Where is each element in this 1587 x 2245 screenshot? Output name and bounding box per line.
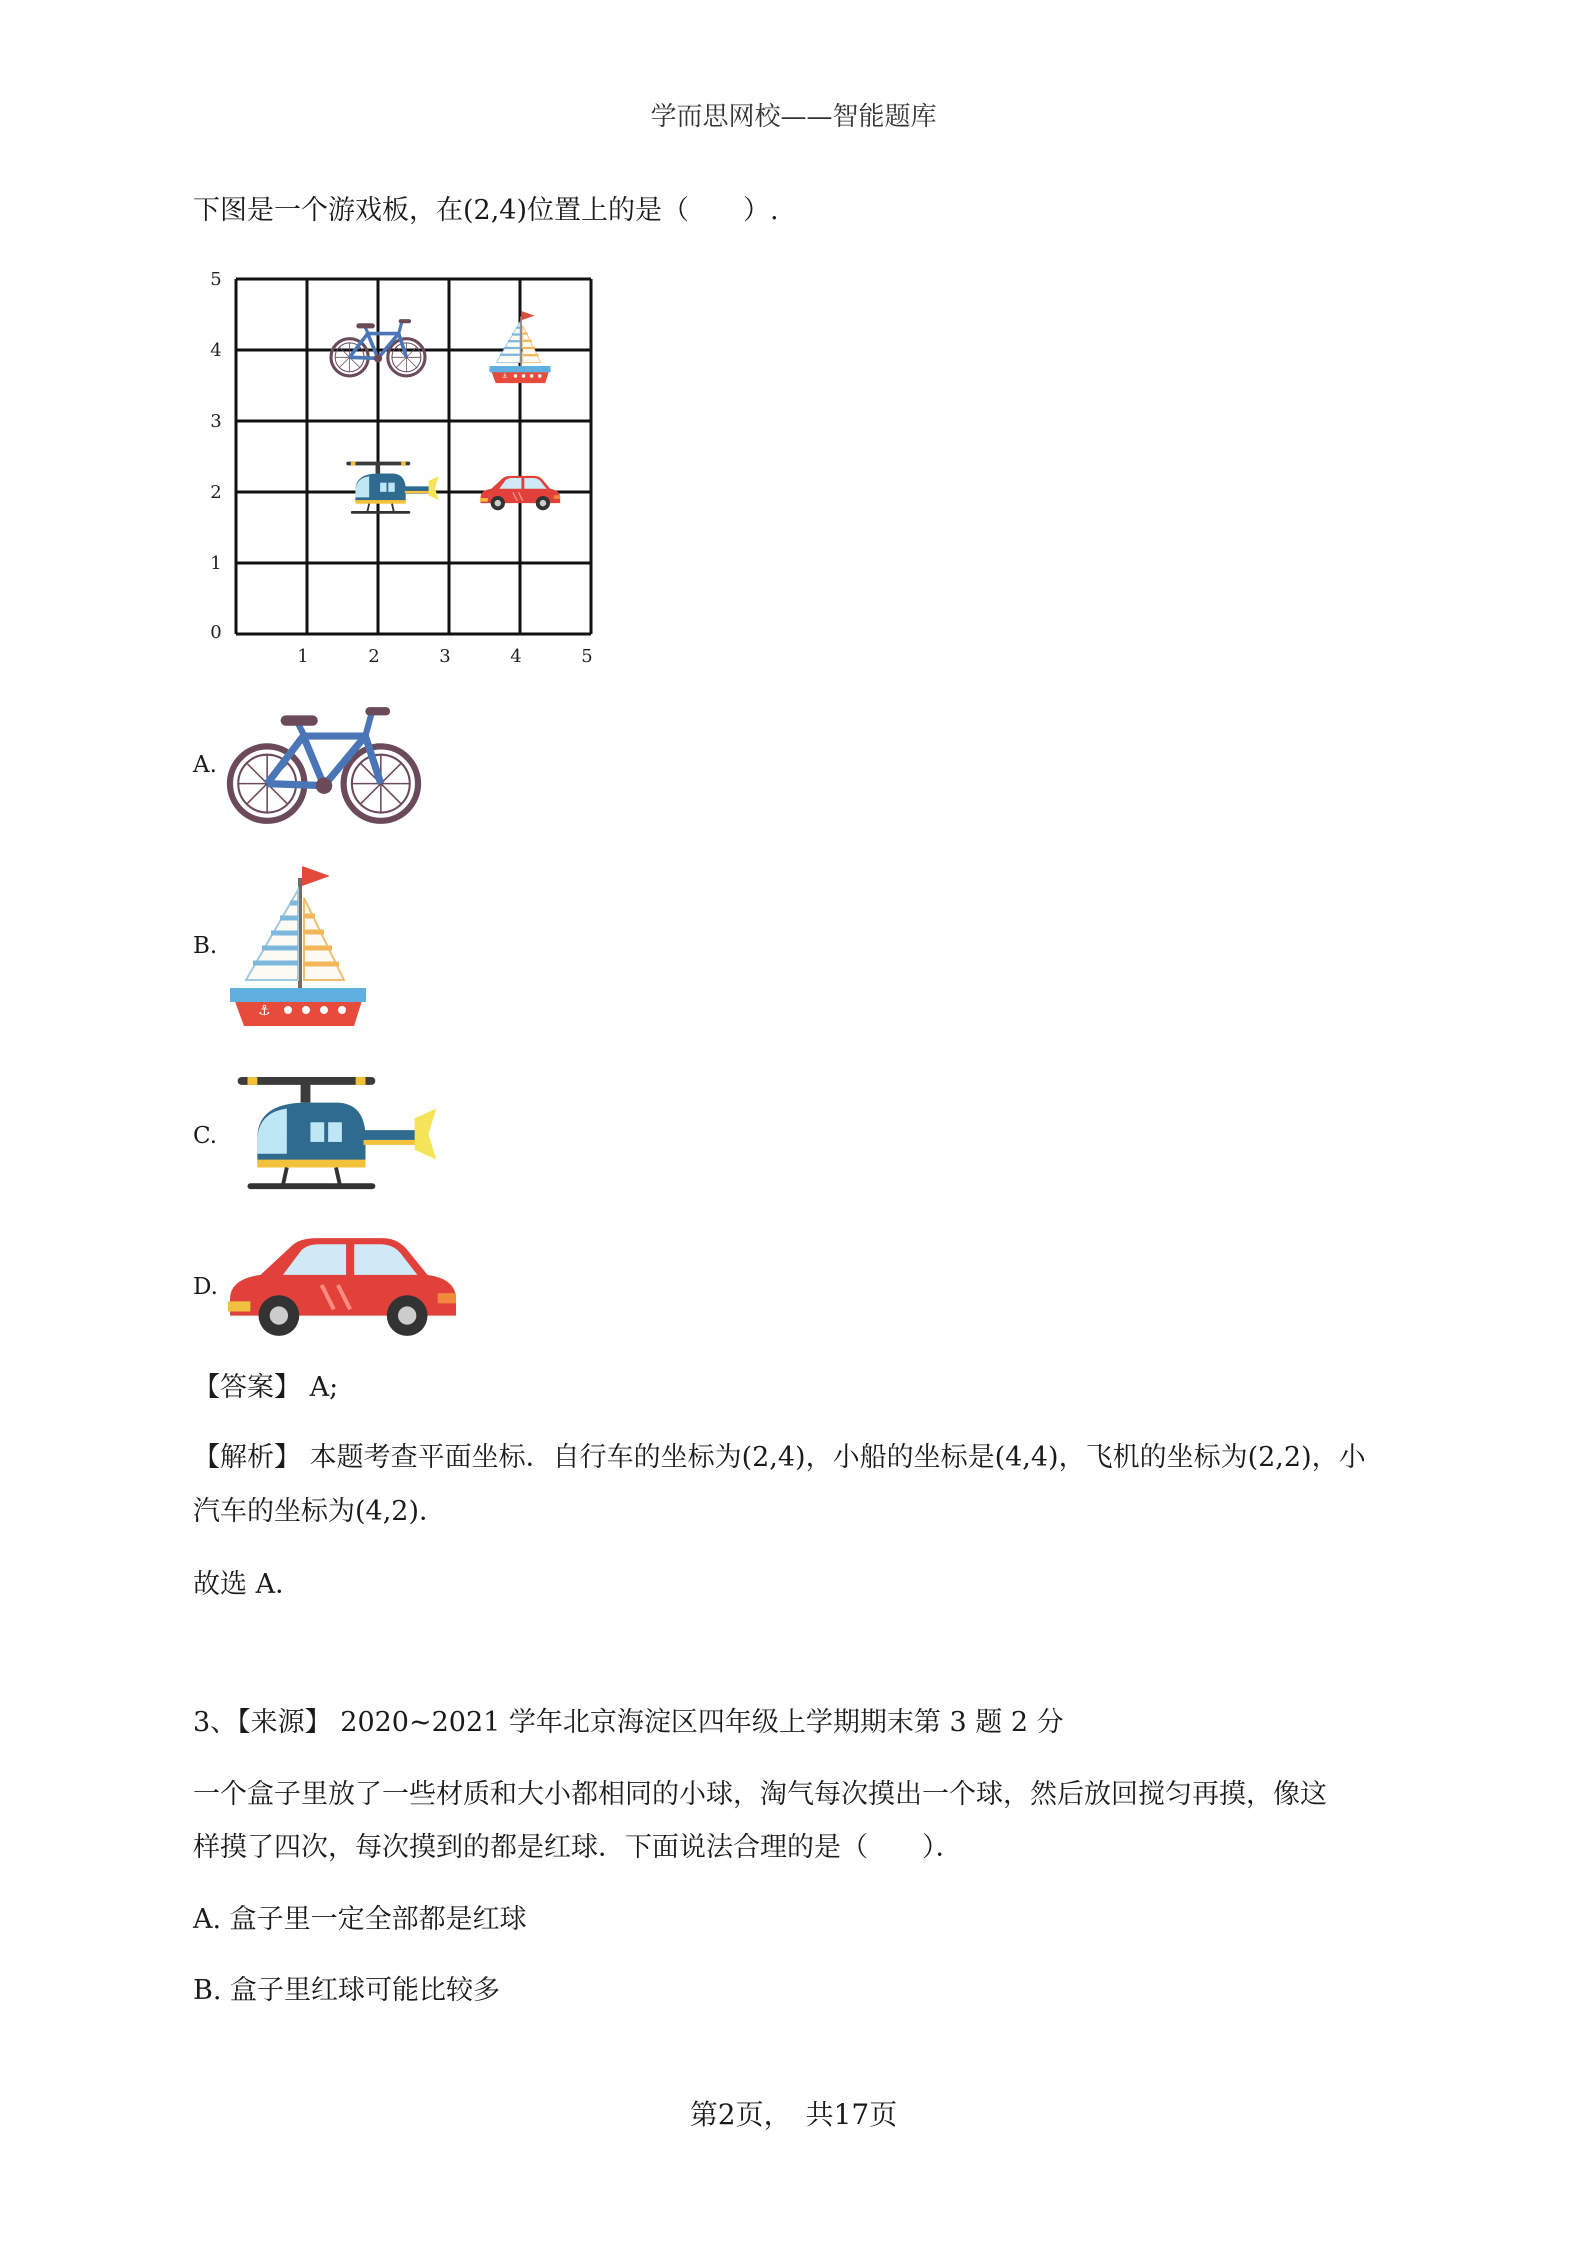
- option-b-text[interactable]: B. 盒子里红球可能比较多: [193, 1975, 501, 2006]
- helicopter-icon[interactable]: [218, 1068, 454, 1208]
- bicycle-icon[interactable]: [220, 703, 428, 827]
- x-tick-label: 1: [297, 646, 309, 667]
- game-board-grid: [200, 268, 600, 668]
- conclusion-text: 故选 A．: [193, 1569, 303, 1600]
- question-source: 3、【来源】 2020~2021 学年北京海淀区四年级上学期期末第 3 题 2 分: [193, 1707, 1064, 1738]
- answer-text: 【答案】 A;: [193, 1372, 339, 1403]
- y-tick-label: 4: [210, 340, 222, 361]
- option-a-text[interactable]: A. 盒子里一定全部都是红球: [193, 1904, 527, 1935]
- y-tick-label: 1: [210, 553, 222, 574]
- question-stem-line-2: 样摸了四次，每次摸到的都是红球．下面说法合理的是（ ）．: [193, 1832, 963, 1863]
- x-tick-label: 2: [368, 646, 380, 667]
- y-tick-label: 0: [210, 622, 222, 643]
- option-d-label[interactable]: D.: [193, 1274, 218, 1300]
- option-c-label[interactable]: C.: [193, 1123, 218, 1149]
- sailboat-icon[interactable]: [218, 858, 378, 1038]
- x-tick-label: 3: [439, 646, 451, 667]
- x-tick-label: 4: [510, 646, 522, 667]
- option-a-label[interactable]: A.: [193, 752, 217, 778]
- y-tick-label: 5: [210, 269, 222, 290]
- game-board: [200, 268, 600, 668]
- car-icon[interactable]: [218, 1228, 466, 1340]
- y-tick-label: 3: [210, 411, 222, 432]
- x-tick-label: 5: [581, 646, 593, 667]
- helicopter-icon: [346, 462, 438, 514]
- y-tick-label: 2: [210, 482, 222, 503]
- question-stem: 下图是一个游戏板，在(2,4)位置上的是（ ）.: [193, 195, 779, 226]
- page-footer: 第2页， 共17页: [689, 2098, 898, 2131]
- option-b-label[interactable]: B.: [193, 933, 218, 959]
- question-stem-line-1: 一个盒子里放了一些材质和大小都相同的小球，淘气每次摸出一个球，然后放回搅匀再摸，像这: [193, 1779, 1327, 1810]
- page-header: 学而思网校——智能题库: [650, 102, 937, 132]
- sailboat-icon: [489, 311, 550, 383]
- analysis-line-1: 【解析】 本题考查平面坐标．自行车的坐标为(2,4)，小船的坐标是(4,4)，飞机的坐标为(2,2)，小: [193, 1442, 1366, 1473]
- analysis-line-2: 汽车的坐标为(4,2)．: [193, 1496, 447, 1527]
